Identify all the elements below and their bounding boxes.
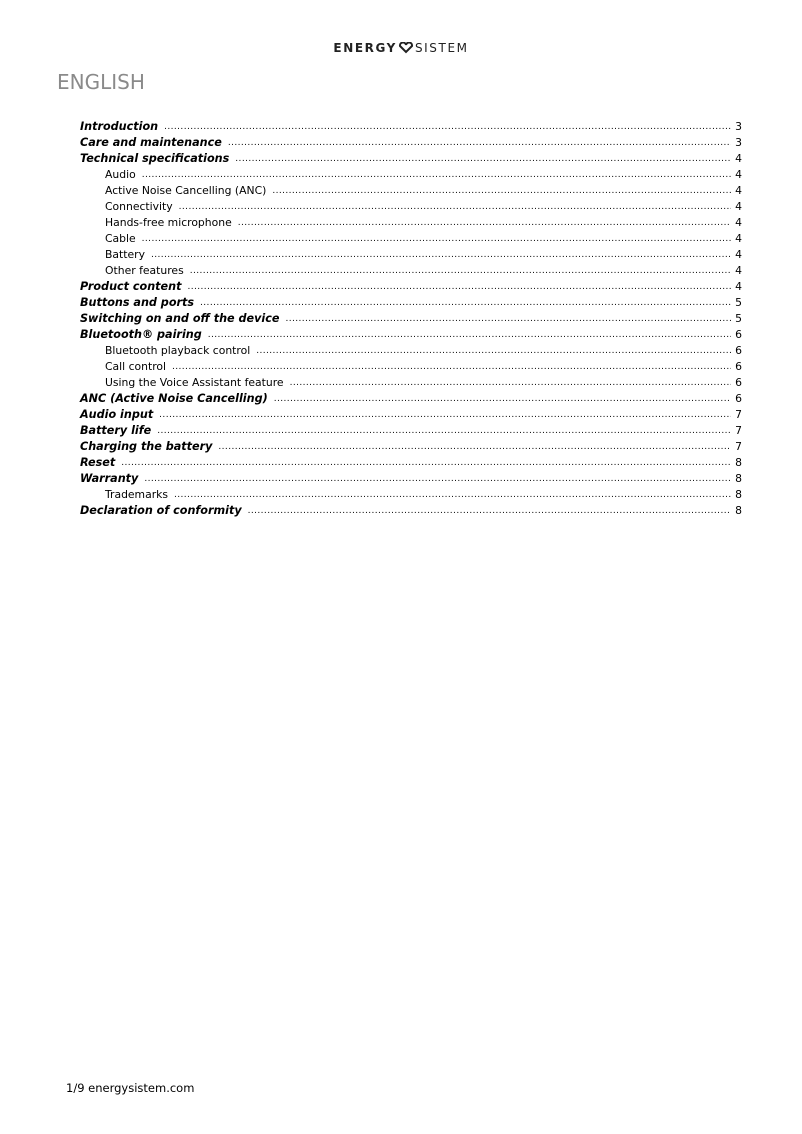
toc-entry-page: 4 (735, 184, 742, 197)
toc-entry-title: Care and maintenance (80, 136, 222, 149)
heart-check-icon (398, 42, 414, 54)
toc-entry-page: 3 (735, 136, 742, 149)
toc-entry-page: 7 (735, 408, 742, 421)
toc-entry-title: Connectivity (105, 200, 173, 213)
toc-leader-dots (174, 487, 731, 503)
toc-entry[interactable] (80, 151, 742, 167)
website-link[interactable]: energysistem.com (88, 1081, 195, 1095)
toc-entry-page: 8 (735, 456, 742, 469)
toc-entry[interactable] (80, 119, 742, 135)
toc-entry[interactable] (80, 263, 742, 279)
toc-leader-dots (218, 439, 731, 455)
language-heading: ENGLISH (57, 70, 145, 94)
toc-entry-page: 5 (735, 312, 742, 325)
toc-entry-page: 4 (735, 248, 742, 261)
toc-entry-title: Product content (80, 280, 182, 293)
toc-entry-title: Hands-free microphone (105, 216, 232, 229)
toc-entry-title: Charging the battery (80, 440, 213, 453)
toc-entry-title: Audio (105, 168, 136, 181)
toc-entry[interactable] (80, 455, 742, 471)
toc-leader-dots (187, 279, 731, 295)
toc-leader-dots (142, 167, 731, 183)
toc-leader-dots (200, 295, 731, 311)
toc-entry-title: Other features (105, 264, 184, 277)
toc-leader-dots (256, 343, 731, 359)
toc-entry-page: 6 (735, 376, 742, 389)
toc-entry-title: Audio input (80, 408, 154, 421)
toc-leader-dots (142, 231, 731, 247)
toc-entry-title: Call control (105, 360, 167, 373)
toc-entry[interactable] (80, 167, 742, 183)
toc-leader-dots (190, 263, 731, 279)
toc-leader-dots (179, 199, 731, 215)
toc-entry[interactable] (80, 503, 742, 519)
toc-entry-page: 8 (735, 488, 742, 501)
toc-entry-title: Bluetooth playback control (105, 344, 251, 357)
toc-entry-page: 6 (735, 344, 742, 357)
toc-entry-title: Using the Voice Assistant feature (105, 376, 284, 389)
toc-entry-page: 4 (735, 216, 742, 229)
toc-entry-title: Trademarks (105, 488, 169, 501)
toc-entry-page: 6 (735, 360, 742, 373)
toc-entry[interactable] (80, 375, 742, 391)
toc-entry[interactable] (80, 279, 742, 295)
toc-entry-page: 8 (735, 472, 742, 485)
toc-entry-page: 6 (735, 328, 742, 341)
toc-leader-dots (144, 471, 731, 487)
toc-leader-dots (208, 327, 731, 343)
toc-leader-dots (157, 423, 731, 439)
brand-logo (0, 41, 802, 55)
toc-entry-title: Warranty (80, 472, 139, 485)
toc-leader-dots (285, 311, 731, 327)
toc-leader-dots (159, 407, 731, 423)
toc-entry[interactable] (80, 423, 742, 439)
toc-entry[interactable] (80, 439, 742, 455)
toc-entry-page: 4 (735, 232, 742, 245)
toc-entry[interactable] (80, 343, 742, 359)
table-of-contents (80, 119, 742, 519)
toc-entry[interactable] (80, 135, 742, 151)
toc-entry-title: Buttons and ports (80, 296, 195, 309)
toc-entry-title: Active Noise Cancelling (ANC) (105, 184, 267, 197)
logo-text-right: SISTEM (414, 41, 469, 55)
toc-leader-dots (172, 359, 731, 375)
toc-entry[interactable] (80, 231, 742, 247)
toc-leader-dots (272, 183, 731, 199)
toc-entry-title: ANC (Active Noise Cancelling) (80, 392, 268, 405)
toc-leader-dots (151, 247, 731, 263)
toc-entry[interactable] (80, 359, 742, 375)
toc-entry[interactable] (80, 487, 742, 503)
toc-entry[interactable] (80, 327, 742, 343)
page-footer (66, 1081, 194, 1095)
toc-entry-page: 6 (735, 392, 742, 405)
toc-entry[interactable] (80, 183, 742, 199)
toc-entry-title: Introduction (80, 120, 159, 133)
toc-entry-page: 4 (735, 280, 742, 293)
toc-entry-title: Declaration of conformity (80, 504, 242, 517)
toc-leader-dots (248, 503, 732, 519)
toc-leader-dots (238, 215, 731, 231)
toc-leader-dots (164, 119, 731, 135)
toc-entry[interactable] (80, 407, 742, 423)
toc-entry-title: Cable (105, 232, 136, 245)
toc-entry[interactable] (80, 311, 742, 327)
toc-entry[interactable] (80, 295, 742, 311)
toc-entry-page: 7 (735, 440, 742, 453)
toc-entry[interactable] (80, 247, 742, 263)
toc-entry-page: 4 (735, 152, 742, 165)
toc-entry-page: 7 (735, 424, 742, 437)
toc-entry-title: Switching on and off the device (80, 312, 280, 325)
toc-entry[interactable] (80, 215, 742, 231)
toc-entry-page: 4 (735, 200, 742, 213)
toc-entry-title: Technical specifications (80, 152, 230, 165)
toc-leader-dots (290, 375, 732, 391)
toc-entry-title: Battery life (80, 424, 152, 437)
toc-entry-page: 3 (735, 120, 742, 133)
toc-leader-dots (121, 455, 731, 471)
toc-leader-dots (274, 391, 731, 407)
toc-entry-page: 5 (735, 296, 742, 309)
logo-text-left: ENERGY (333, 41, 397, 55)
toc-entry-page: 8 (735, 504, 742, 517)
toc-entry-title: Bluetooth® pairing (80, 328, 202, 341)
toc-entry-page: 4 (735, 168, 742, 181)
toc-leader-dots (235, 151, 731, 167)
toc-leader-dots (228, 135, 731, 151)
toc-entry[interactable] (80, 471, 742, 487)
toc-entry-title: Reset (80, 456, 116, 469)
page-indicator: 1/9 (66, 1081, 85, 1095)
toc-entry[interactable] (80, 391, 742, 407)
toc-entry[interactable] (80, 199, 742, 215)
toc-entry-page: 4 (735, 264, 742, 277)
toc-entry-title: Battery (105, 248, 145, 261)
